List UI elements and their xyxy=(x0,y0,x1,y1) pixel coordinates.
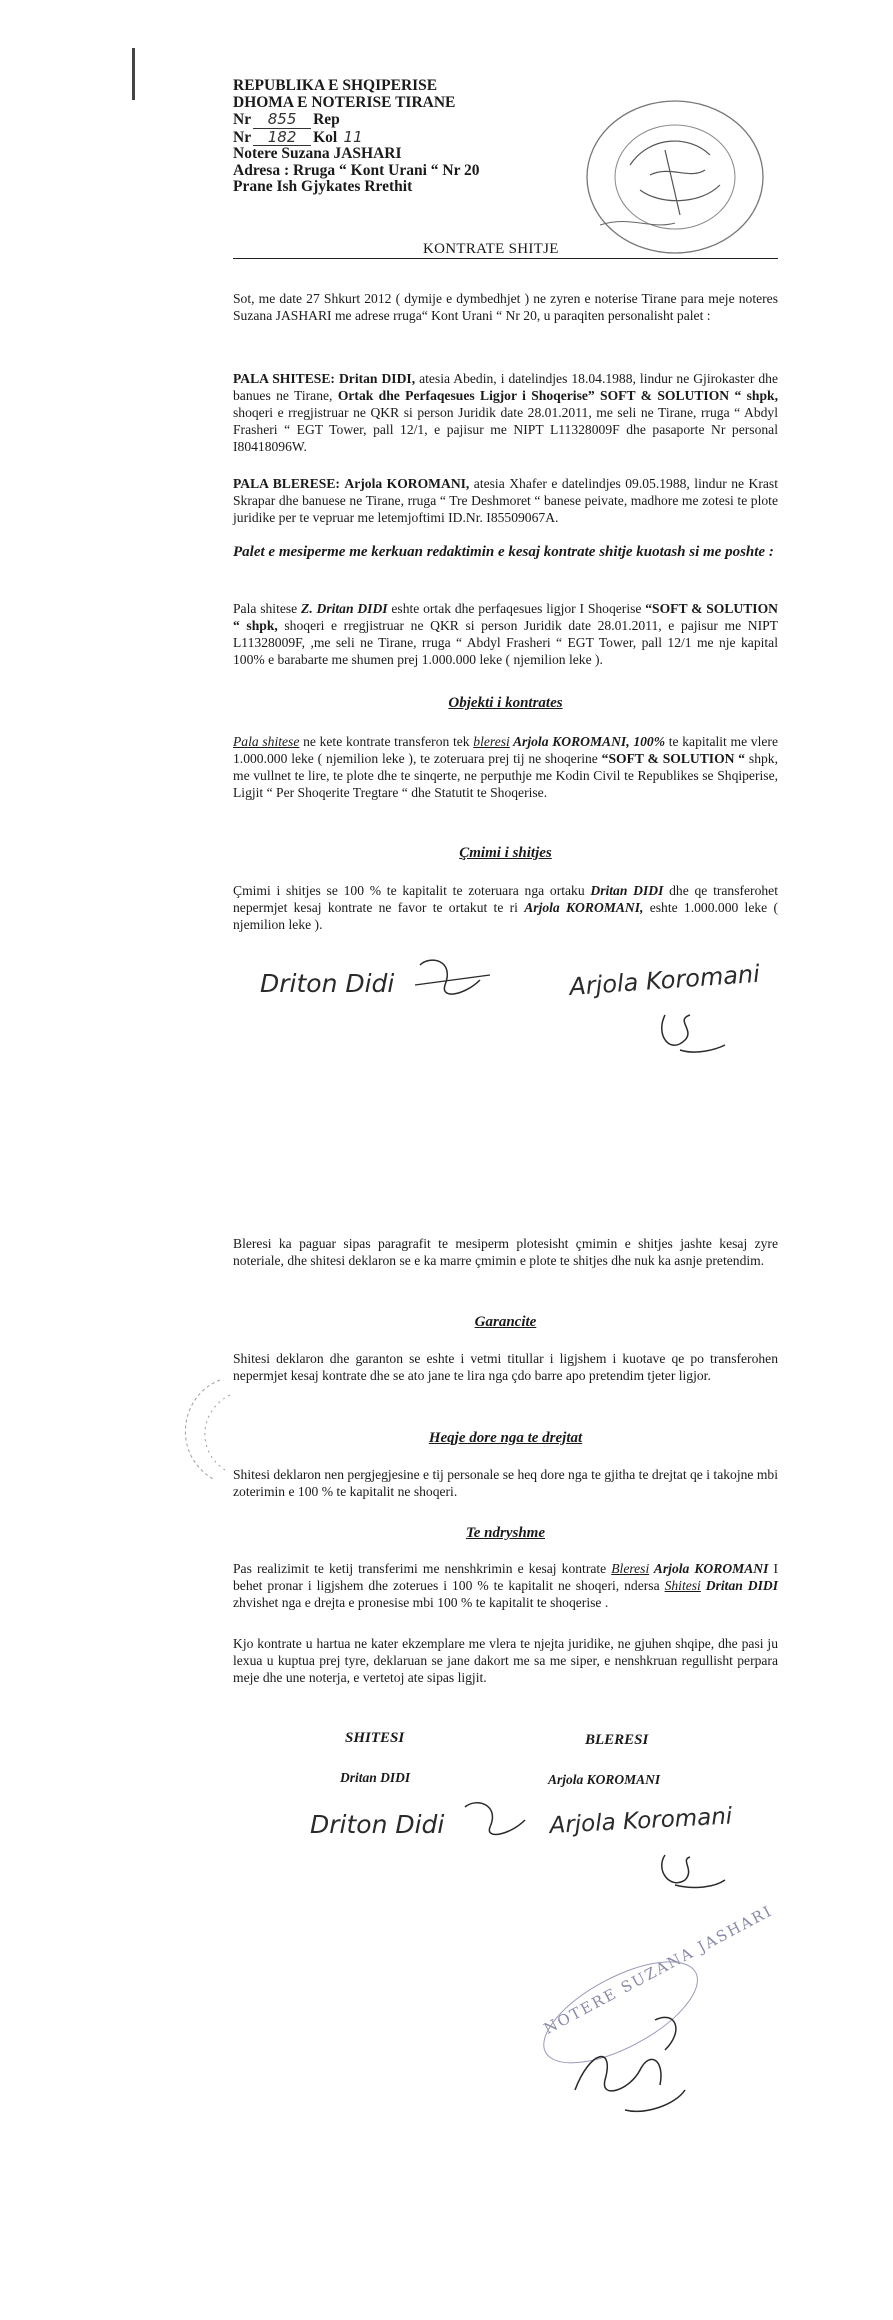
seller-text2: shoqeri e rregjistruar ne QKR si person Juridik date 28.01.2011, me seli ne Tirane, rruga “ Abdyl Frasheri “ EGT Tower, pall 12/1, e pajisur me NIPT L11328009F dhe pasaporte Nr personal I80418096W. xyxy=(233,405,778,454)
price-heading: Çmimi i shitjes xyxy=(459,845,552,861)
contract-page-1 xyxy=(0,0,893,1140)
changes-paragraph xyxy=(233,1560,778,1611)
obj-t2: ne kete kontrate transferon tek xyxy=(299,734,474,749)
seller-signature-text-2: Driton Didi xyxy=(310,1810,445,1839)
price-t1: Çmimi i shitjes se 100 % te kapitalit te zoteruara nga ortaku xyxy=(233,883,591,898)
header-kol-number xyxy=(233,129,563,147)
seller-signature-page1 xyxy=(255,950,515,1020)
intro-paragraph: Sot, me date 27 Shkurt 2012 ( dymije e dymbedhjet ) ne zyren e noterise Tirane para meje noteres Suzana JASHARI me adrese rruga“ Kont Urani “ Nr 20, u paraqiten personalisht palet : xyxy=(233,291,778,323)
header-notary: Notere Suzana JASHARI xyxy=(233,145,402,162)
buyer-sig-name: Arjola KOROMANI xyxy=(548,1772,661,1787)
ch-t1: Pas realizimit te ketij transferimi me nenshkrimin e kesaj kontrate xyxy=(233,1561,612,1576)
buyer-label: PALA BLERESE: xyxy=(233,476,340,491)
seller-label: PALA SHITESE: xyxy=(233,371,335,386)
header-republic: REPUBLIKA E SHQIPERISE xyxy=(233,77,438,94)
obj-t1: Pala shitese xyxy=(233,734,300,749)
changes-heading: Te ndryshme xyxy=(465,1525,546,1541)
ch-t7: zhvishet nga e drejta e pronesise mbi 100 % te kapitalit te shoqerise . xyxy=(233,1595,609,1610)
ch-t5: Shitesi xyxy=(664,1578,701,1593)
kol-value: 182 xyxy=(253,129,311,147)
seller-paragraph xyxy=(233,370,778,455)
seller-detail-paragraph xyxy=(233,600,778,668)
ch-t6: Dritan DIDI xyxy=(700,1578,778,1593)
ch-t2: Bleresi xyxy=(611,1561,650,1576)
sd-t3: shoqeri e rregjistruar ne QKR si person Juridik date 28.01.2011, e pajisur me NIPT L11328009F, ,me seli ne Tirane, rruga “ Abdyl Frasheri “ EGT Tower, pall 12/1 me nje kapital 100% e barabarte me shumen prej 1.000.000 leke ( njemilion leke ). xyxy=(233,618,778,667)
waiver-heading: Heqje dore nga te drejtat xyxy=(428,1430,583,1446)
buyer-text: atesia Xhafer e datelindjes 09.05.1988, lindur ne Krast Skrapar dhe banuese ne Tirane, rruga “ Tre Deshmoret “ banese peivate, madhore me zotesi te plote juridike per te vepruar me letemjoftimi ID.Nr. I85509067A. xyxy=(233,476,778,525)
price-name1: Dritan DIDI xyxy=(590,883,664,898)
seller-signature-text: Driton Didi xyxy=(260,969,395,998)
side-stamp-mark xyxy=(160,1375,240,1485)
kol-value2: 11 xyxy=(343,127,363,146)
seller-role: Ortak dhe Perfaqesues Ligjor i Shoqerise” SOFT & SOLUTION “ shpk, xyxy=(337,388,779,403)
seller-sig-name: Dritan DIDI xyxy=(340,1770,411,1785)
payment-paragraph: Bleresi ka paguar sipas paragrafit te mesiperm plotesisht çmimin e shitjes jashte kesaj zyre noteriale, dhe shitesi deklaron se e ka marre çmimin e plote te shitjes dhe nuk ka asnje pretendim. xyxy=(233,1236,778,1268)
kol-label: Kol xyxy=(313,128,338,146)
price-name2: Arjola KOROMANI, xyxy=(524,900,644,915)
seller-sig-label: SHITESI xyxy=(345,1730,405,1746)
waiver-paragraph: Shitesi deklaron nen pergjegjesine e tij personale se heq dore nga te gjitha te drejtat qe i takojne mbi zoterimin e 100 % te kapitalit ne shoqeri. xyxy=(233,1467,778,1499)
margin-mark xyxy=(132,48,135,100)
header-chamber: DHOMA E NOTERISE TIRANE xyxy=(233,93,456,111)
seller-signature-page2 xyxy=(305,1795,535,1855)
sd-company: “SOFT & SOLUTION “ shpk, xyxy=(233,601,778,633)
guarantee-paragraph: Shitesi deklaron dhe garanton se eshte i vetmi titullar i ligjshem i kuotave qe po transferohen nepermjet kesaj kontrate dhe se ato jane te lira nga çdo barre apo pretendim tjeter ligjor. xyxy=(233,1351,778,1383)
obj-t5: te kapitalit me vlere 1.000.000 leke ( njemilion leke ), te zoteruara prej tij ne shoqerine xyxy=(233,734,778,766)
seller-name: Dritan DIDI, xyxy=(338,371,416,386)
buyer-sig-label: BLERESI xyxy=(585,1732,649,1748)
notary-stamp-bottom xyxy=(535,1901,776,2140)
price-t3: eshte 1.000.000 leke ( njemilion leke ). xyxy=(233,900,779,932)
header-rep-number xyxy=(233,111,563,129)
guarantee-heading: Garancite xyxy=(474,1314,537,1330)
price-paragraph xyxy=(233,882,778,933)
ch-t3: Arjola KOROMANI xyxy=(649,1561,769,1576)
notary-stamp-top xyxy=(580,95,770,260)
obj-t3: bleresi xyxy=(473,734,510,749)
request-heading: Palet e mesiperme me kerkuan redaktimin e kesaj kontrate shitje kuotash si me poshte : xyxy=(233,544,774,560)
header-address: Adresa : Rruga “ Kont Urani “ Nr 20 xyxy=(233,161,480,179)
price-t2: dhe qe transferohet nepermjet kesaj kontrate ne favor te ortakut te ri xyxy=(233,883,778,915)
sd-t2: eshte ortak dhe perfaqesues ligjor I Shoqerise xyxy=(387,601,646,616)
contract-page-2 xyxy=(0,1150,893,2320)
contract-title: KONTRATE SHITJE xyxy=(423,241,559,257)
buyer-signature-page2 xyxy=(545,1795,805,1905)
sd-name: Z. Dritan DIDI xyxy=(301,601,388,616)
buyer-signature-text: Arjola Koromani xyxy=(568,959,761,1001)
object-heading: Objekti i kontrates xyxy=(448,695,563,711)
header-location: Prane Ish Gjykates Rrethit xyxy=(233,178,413,195)
obj-company: “SOFT & SOLUTION “ xyxy=(601,751,746,766)
stamp-text: NOTERE SUZANA JASHARI xyxy=(540,1901,776,2038)
kol-prefix: Nr xyxy=(233,128,252,146)
buyer-signature-text-2: Arjola Koromani xyxy=(548,1803,733,1839)
buyer-name: Arjola KOROMANI, xyxy=(344,476,470,491)
sd-t1: Pala shitese xyxy=(233,601,302,616)
obj-t6: shpk, me vullnet te lire, te plote dhe te sinqerte, ne perputhje me Kodin Civil te Republikes se Shqiperise, Ligjit “ Per Shoqerite Tregtare “ dhe Statutit te Shoqerise. xyxy=(233,751,779,800)
notary-header xyxy=(233,78,563,196)
seller-text1: atesia Abedin, i datelindjes 18.04.1988, lindur ne Gjirokaster dhe banues ne Tirane, xyxy=(233,371,778,403)
rep-suffix: Rep xyxy=(313,111,340,128)
buyer-signature-page1 xyxy=(565,955,825,1065)
title-row xyxy=(233,238,778,259)
ch-t4: I behet pronar i ligjshem dhe zoterues i 100 % te kapitalit ne shoqeri, ndersa xyxy=(233,1561,778,1593)
rep-prefix: Nr xyxy=(233,111,252,128)
rep-value: 855 xyxy=(253,111,311,129)
closing-paragraph: Kjo kontrate u hartua ne kater ekzemplare me vlera te njejta juridike, ne gjuhen shqipe, dhe pasi ju lexua u kuptua prej tyre, deklaruan se jane dakort me sa me siper, e nenshkruan regullisht perpara meje dhe une noterja, e vertetoj ate sipas ligjit. xyxy=(233,1636,778,1685)
buyer-paragraph xyxy=(233,475,778,526)
object-paragraph xyxy=(233,733,778,801)
obj-t4: Arjola KOROMANI, 100% xyxy=(509,734,666,749)
